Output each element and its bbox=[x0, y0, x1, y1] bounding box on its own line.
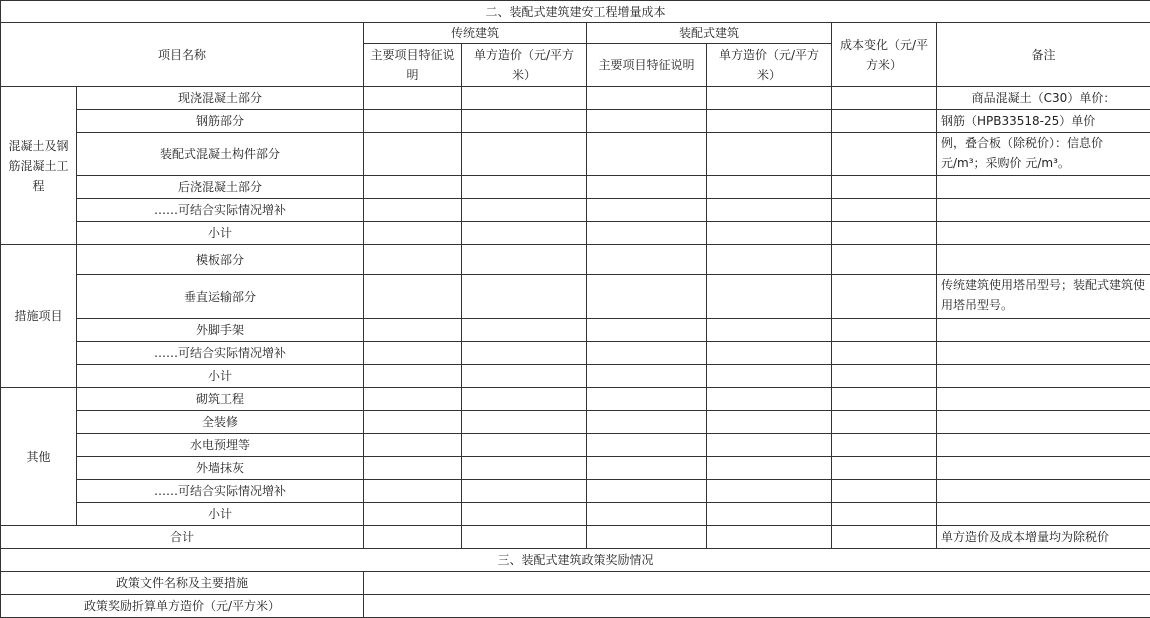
total-label: 合计 bbox=[1, 526, 364, 549]
header-traditional: 传统建筑 bbox=[364, 23, 587, 44]
item-name: 小计 bbox=[77, 365, 364, 388]
item-name: 装配式混凝土构件部分 bbox=[77, 133, 364, 176]
policy-row-label: 政策奖励折算单方造价（元/平方米） bbox=[1, 595, 364, 618]
remark: 商品混凝土（C30）单价： bbox=[937, 87, 1150, 110]
item-name: ……可结合实际情况增补 bbox=[77, 199, 364, 222]
group-name: 其他 bbox=[1, 388, 77, 526]
item-name: 小计 bbox=[77, 503, 364, 526]
remark: 传统建筑使用塔吊型号；装配式建筑使用塔吊型号。 bbox=[937, 275, 1150, 319]
group-name: 措施项目 bbox=[1, 245, 77, 388]
item-name: 模板部分 bbox=[77, 245, 364, 275]
remark: 钢筋（HPB33518-25）单价 bbox=[937, 110, 1150, 133]
header-unit-cost: 单方造价（元/平方米） bbox=[462, 44, 587, 87]
total-remark: 单方造价及成本增量均为除税价 bbox=[937, 526, 1150, 549]
header-main-feature: 主要项目特征说明 bbox=[364, 44, 462, 87]
item-name: 小计 bbox=[77, 222, 364, 245]
header-prefab-main-feature: 主要项目特征说明 bbox=[587, 44, 707, 87]
section2-title: 二、装配式建筑建安工程增量成本 bbox=[1, 1, 1150, 23]
policy-row-label: 政策文件名称及主要措施 bbox=[1, 572, 364, 595]
group-name: 混凝土及钢筋混凝土工程 bbox=[1, 87, 77, 245]
header-cost-change: 成本变化（元/平方米） bbox=[832, 23, 937, 87]
item-name: 全装修 bbox=[77, 411, 364, 434]
header-prefab: 装配式建筑 bbox=[587, 23, 832, 44]
policy-row-value bbox=[364, 572, 1150, 595]
header-prefab-unit-cost: 单方造价（元/平方米） bbox=[707, 44, 832, 87]
header-item-name: 项目名称 bbox=[1, 23, 364, 87]
item-name: 后浇混凝土部分 bbox=[77, 176, 364, 199]
header-remarks: 备注 bbox=[937, 23, 1150, 87]
item-name: 钢筋部分 bbox=[77, 110, 364, 133]
remark: 例，叠合板（除税价）：信息价 元/m³；采购价 元/m³。 bbox=[937, 133, 1150, 176]
item-name: 外墙抹灰 bbox=[77, 457, 364, 480]
item-name: ……可结合实际情况增补 bbox=[77, 480, 364, 503]
item-name: 现浇混凝土部分 bbox=[77, 87, 364, 110]
item-name: 垂直运输部分 bbox=[77, 275, 364, 319]
item-name: 外脚手架 bbox=[77, 319, 364, 342]
item-name: 水电预埋等 bbox=[77, 434, 364, 457]
policy-row-value bbox=[364, 595, 1150, 618]
item-name: 砌筑工程 bbox=[77, 388, 364, 411]
item-name: ……可结合实际情况增补 bbox=[77, 342, 364, 365]
section3-title: 三、装配式建筑政策奖励情况 bbox=[1, 549, 1150, 572]
